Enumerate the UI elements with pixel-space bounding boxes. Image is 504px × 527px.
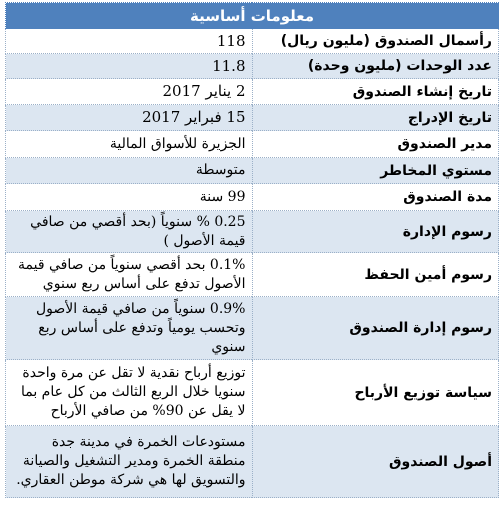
row-label: مدير الصندوق (252, 131, 499, 158)
basic-info-table (5, 2, 499, 498)
row-value: 11.8 (6, 54, 253, 79)
row-label: مستوي المخاطر (252, 158, 499, 184)
row-label: رأسمال الصندوق (مليون ريال) (252, 29, 499, 54)
row-value: 118 (6, 29, 253, 54)
table-row-units (6, 54, 499, 79)
row-label: تاريخ إنشاء الصندوق (252, 79, 499, 105)
table-header-row (6, 3, 499, 29)
table-row-fund-assets (6, 426, 499, 498)
row-value: 0.9% سنوياً من صافي قيمة الأصول وتحسب يومياً وتدفع على أساس ربع سنوي (6, 297, 253, 360)
row-label: رسوم الإدارة (252, 211, 499, 253)
row-value: 0.1% بحد أقصي سنوياً من صافي قيمة الأصول تدفع على أساس ربع سنوي (6, 253, 253, 297)
row-value: 99 سنة (6, 184, 253, 211)
row-label: سياسة توزيع الأرباح (252, 360, 499, 426)
table-row-fund-term (6, 184, 499, 211)
row-label: عدد الوحدات (مليون وحدة) (252, 54, 499, 79)
row-label: رسوم أمين الحفظ (252, 253, 499, 297)
table-row-capital (6, 29, 499, 54)
row-value: متوسطة (6, 158, 253, 184)
row-value: 2 يناير 2017 (6, 79, 253, 105)
table-row-custodian-fees (6, 253, 499, 297)
table-title: معلومات أساسية (6, 3, 499, 29)
table-row-fund-manager (6, 131, 499, 158)
row-value: 15 فبراير 2017 (6, 105, 253, 131)
table-row-risk-level (6, 158, 499, 184)
table-row-management-fees (6, 211, 499, 253)
table-row-dividend-policy (6, 360, 499, 426)
basic-info-panel (5, 2, 499, 498)
row-label: تاريخ الإدراج (252, 105, 499, 131)
row-value: 0.25 % سنوياً (بحد أقصي من صافي قيمة الأصول ) (6, 211, 253, 253)
table-row-listing-date (6, 105, 499, 131)
row-value: مستودعات الخمرة في مدينة جدة منطقة الخمرة ومدير التشغيل والصيانة والتسويق لها هي شركة موطن العقاري. (6, 426, 253, 498)
row-value: توزيع أرباح نقدية لا تقل عن مرة واحدة سنويا خلال الربع الثالث من كل عام بما لا يقل عن 90% من صافي الأرباح (6, 360, 253, 426)
row-label: أصول الصندوق (252, 426, 499, 498)
row-label: رسوم إدارة الصندوق (252, 297, 499, 360)
row-label: مدة الصندوق (252, 184, 499, 211)
table-row-inception-date (6, 79, 499, 105)
row-value: الجزيرة للأسواق المالية (6, 131, 253, 158)
table-row-fund-admin-fees (6, 297, 499, 360)
